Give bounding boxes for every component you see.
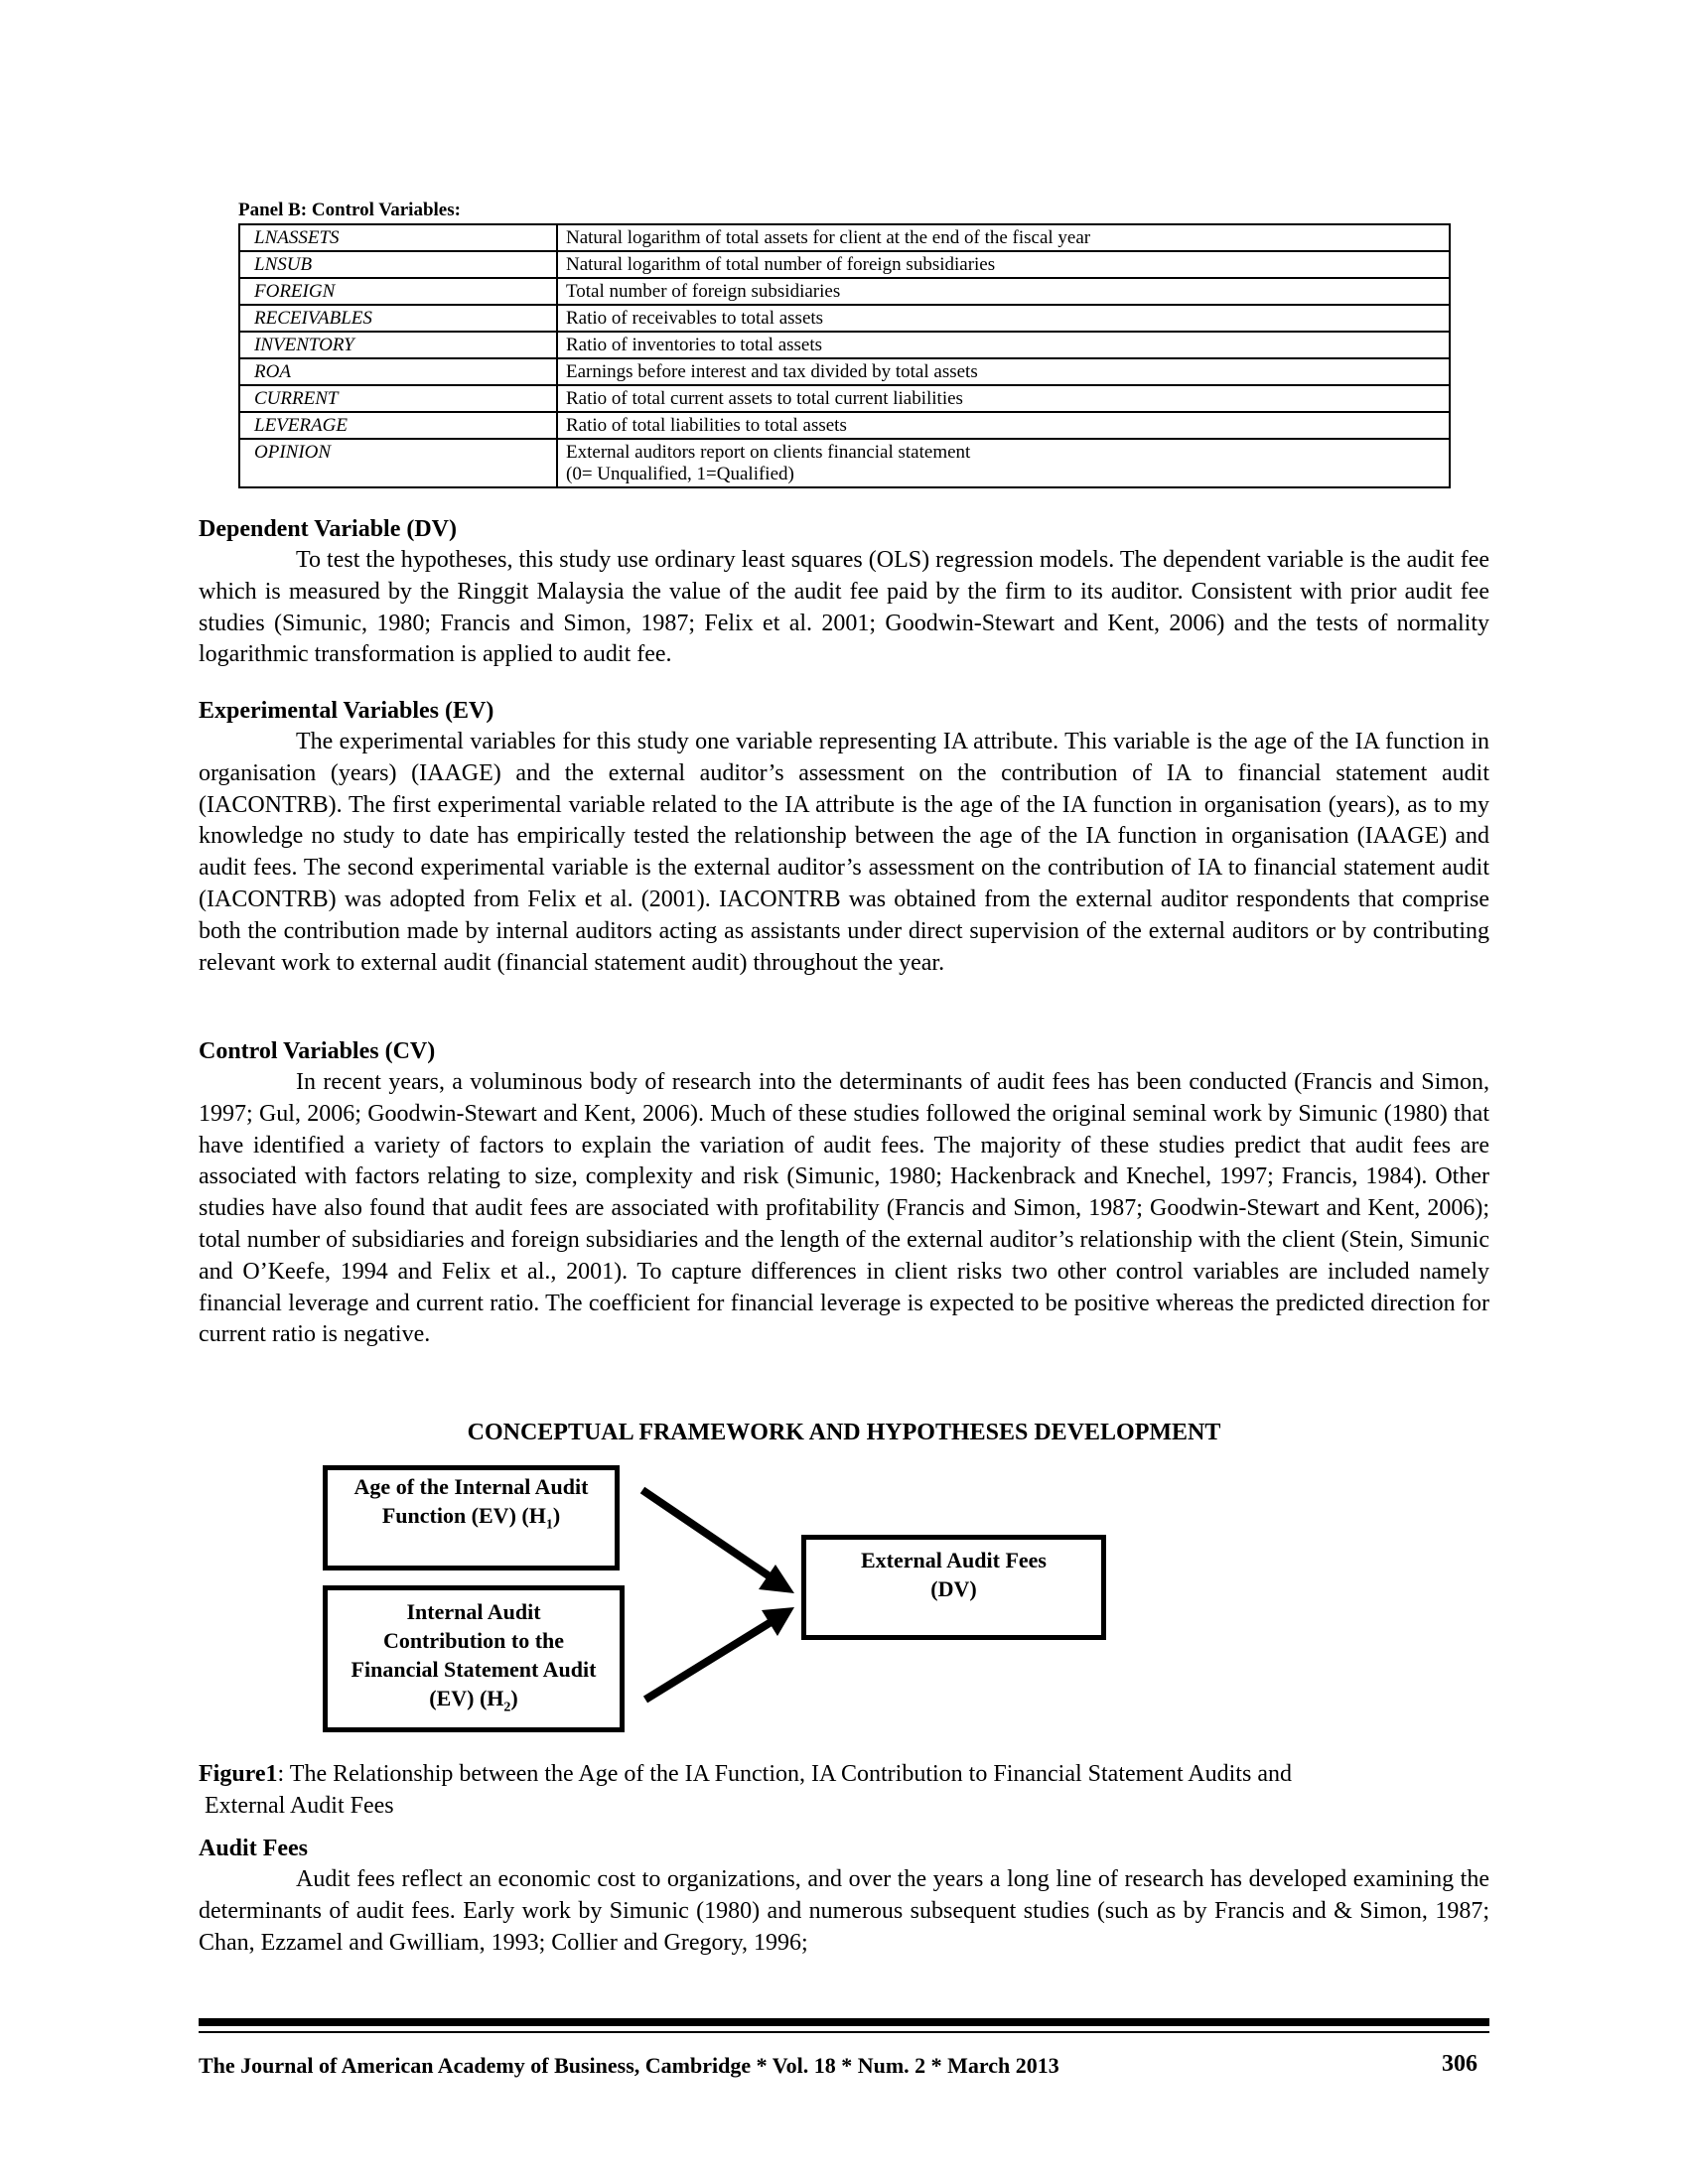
figure-caption (199, 1759, 1489, 1823)
arrow-age-to-fees (642, 1490, 794, 1593)
dv-heading: Dependent Variable (DV) (199, 516, 458, 542)
audit-fees-line2: (DV) (930, 1576, 977, 1601)
table-row (239, 224, 1450, 251)
age-ia-line1: Age of the Internal Audit (353, 1474, 589, 1499)
age-ia-box (323, 1465, 620, 1570)
table-row (239, 305, 1450, 332)
ev-paragraph: The experimental variables for this study one variable representing IA attribute. This variable is the age of the IA function in organisation (years) (IAAGE) and the external auditor’s assessment on the contribution of IA to financial statement audit (IACONTRB). The first experimental variable related to the IA attribute is the age of the IA function in organisation (years), as to my knowledge no study to date has empirically tested the relationship between the age of the IA function in organisation (IAAGE) and audit fees. The second experimental variable is the external auditor’s assessment on the contribution of IA to financial statement audit (IACONTRB) was adopted from Felix et al. (2001). IACONTRB was obtained from the external auditor respondents that comprise both the contribution made by internal auditors acting as assistants under direct supervision of the external auditors or by contributing relevant work to external audit (financial statement audit) throughout the year. (199, 729, 1489, 976)
table-row (239, 251, 1450, 278)
variable-description (557, 385, 1450, 412)
variable-name: INVENTORY (239, 332, 557, 358)
dv-paragraph: To test the hypotheses, this study use ordinary least squares (OLS) regression models. The dependent variable is the audit fee which is measured by the Ringgit Malaysia the value of the audit fee paid by the firm to its auditor. Consistent with prior audit fee studies (Simunic, 1980; Francis and Simon, 1987; Felix et al. 2001; Goodwin-Stewart and Kent, 2006) and the tests of normality logarithmic transformation is applied to audit fee. (199, 547, 1489, 668)
table-caption: Panel B: Control Variables: (238, 200, 461, 220)
table-row (239, 358, 1450, 385)
cv-heading: Control Variables (CV) (199, 1038, 436, 1064)
description-line: Earnings before interest and tax divided by total assets (566, 361, 978, 382)
ia-contribution-line2: Contribution to the (382, 1628, 565, 1653)
framework-title: CONCEPTUAL FRAMEWORK AND HYPOTHESES DEVELOPMENT (467, 1420, 1221, 1445)
footer-rule-thin (199, 2031, 1489, 2033)
ia-contribution-line4: (EV) $(H_2)$ (429, 1686, 518, 1715)
variable-name: OPINION (239, 439, 557, 487)
arrow-contribution-to-fees (645, 1607, 794, 1700)
variable-description (557, 278, 1450, 305)
footer-rule (199, 2018, 1489, 2026)
description-line: Total number of foreign subsidiaries (566, 281, 841, 302)
description-line: Natural logarithm of total assets for client at the end of the fiscal year (566, 227, 1091, 248)
page-number: 306 (1442, 2051, 1477, 2077)
ia-contribution-box (323, 1585, 625, 1732)
cv-paragraph: In recent years, a voluminous body of research into the determinants of audit fees has been conducted (Francis and Simon, 1997; Gul, 2006; Goodwin-Stewart and Kent, 2006). Much of these studies followed the original seminal work by Simunic (1980) that have identified a variety of factors to explain the variation of audit fees. The majority of these studies predict that audit fees are associated with factors relating to size, complexity and risk (Simunic, 1980; Hackenbrack and Knechel, 1997; Francis, 1984). Other studies have also found that audit fees are associated with profitability (Francis and Simon, 1987; Goodwin-Stewart and Kent, 2006); total number of subsidiaries and foreign subsidiaries and the length of the external auditor’s relationship with the client (Stein, Simunic and O’Keefe, 1994 and Felix et al., 2001). To capture differences in client risks two other control variables are included namely financial leverage and current ratio. The coefficient for financial leverage is expected to be positive whereas the predicted direction for current ratio is negative. (199, 1069, 1489, 1348)
description-line: External auditors report on clients financial statement (566, 442, 971, 463)
ev-heading: Experimental Variables (EV) (199, 698, 494, 724)
variable-description (557, 332, 1450, 358)
description-line: Ratio of inventories to total assets (566, 335, 823, 355)
description-line: Ratio of total current assets to total current liabilities (566, 388, 963, 409)
table-row (239, 332, 1450, 358)
description-line-2: (0= Unqualified, 1=Qualified) (566, 464, 794, 484)
audit-fees-box (801, 1535, 1106, 1640)
ev-section (199, 695, 1489, 979)
variable-name: CURRENT (239, 385, 557, 412)
variable-name: LNSUB (239, 251, 557, 278)
table-row (239, 385, 1450, 412)
ia-contribution-line3: Financial Statement Audit (351, 1657, 597, 1682)
variable-name: FOREIGN (239, 278, 557, 305)
table-row (239, 412, 1450, 439)
audit-fees-paragraph: Audit fees reflect an economic cost to organizations, and over the years a long line of research has developed examining the determinants of audit fees. Early work by Simunic (1980) and numerous subsequent studies (such as by Francis and & Simon, 1987; Chan, Ezzamel and Gwilliam, 1993; Collier and Gregory, 1996; (199, 1866, 1489, 1956)
audit-fees-heading: Audit Fees (199, 1836, 308, 1861)
dv-section (199, 513, 1489, 671)
figure-caption-text: : The Relationship between the Age of the IA Function, IA Contribution to Financial Statement Audits and (277, 1761, 1292, 1787)
variable-description (557, 358, 1450, 385)
variable-name: LNASSETS (239, 224, 557, 251)
variable-description (557, 305, 1450, 332)
variable-description (557, 251, 1450, 278)
footer-journal: The Journal of American Academy of Business, Cambridge * Vol. 18 * Num. 2 * March 2013 (199, 2053, 1059, 2078)
variable-name: ROA (239, 358, 557, 385)
table-row (239, 439, 1450, 487)
variable-description (557, 224, 1450, 251)
variable-name: LEVERAGE (239, 412, 557, 439)
description-line: Ratio of receivables to total assets (566, 308, 824, 329)
description-line: Natural logarithm of total number of foreign subsidiaries (566, 254, 996, 275)
variable-description (557, 439, 1450, 487)
figure-label: Figure1 (199, 1761, 278, 1787)
audit-fees-line1: External Audit Fees (861, 1548, 1047, 1572)
age-ia-line2: Function (EV) $(H_1)$ (381, 1503, 561, 1533)
table-row (239, 278, 1450, 305)
control-variables-table (238, 223, 1451, 488)
variable-description (557, 412, 1450, 439)
description-line: Ratio of total liabilities to total assets (566, 415, 847, 436)
variable-name: RECEIVABLES (239, 305, 557, 332)
cv-section (199, 1035, 1489, 1351)
audit-fees-section (199, 1833, 1489, 1959)
figure-caption-line2: External Audit Fees (205, 1792, 394, 1819)
ia-contribution-line1: Internal Audit (406, 1599, 541, 1624)
